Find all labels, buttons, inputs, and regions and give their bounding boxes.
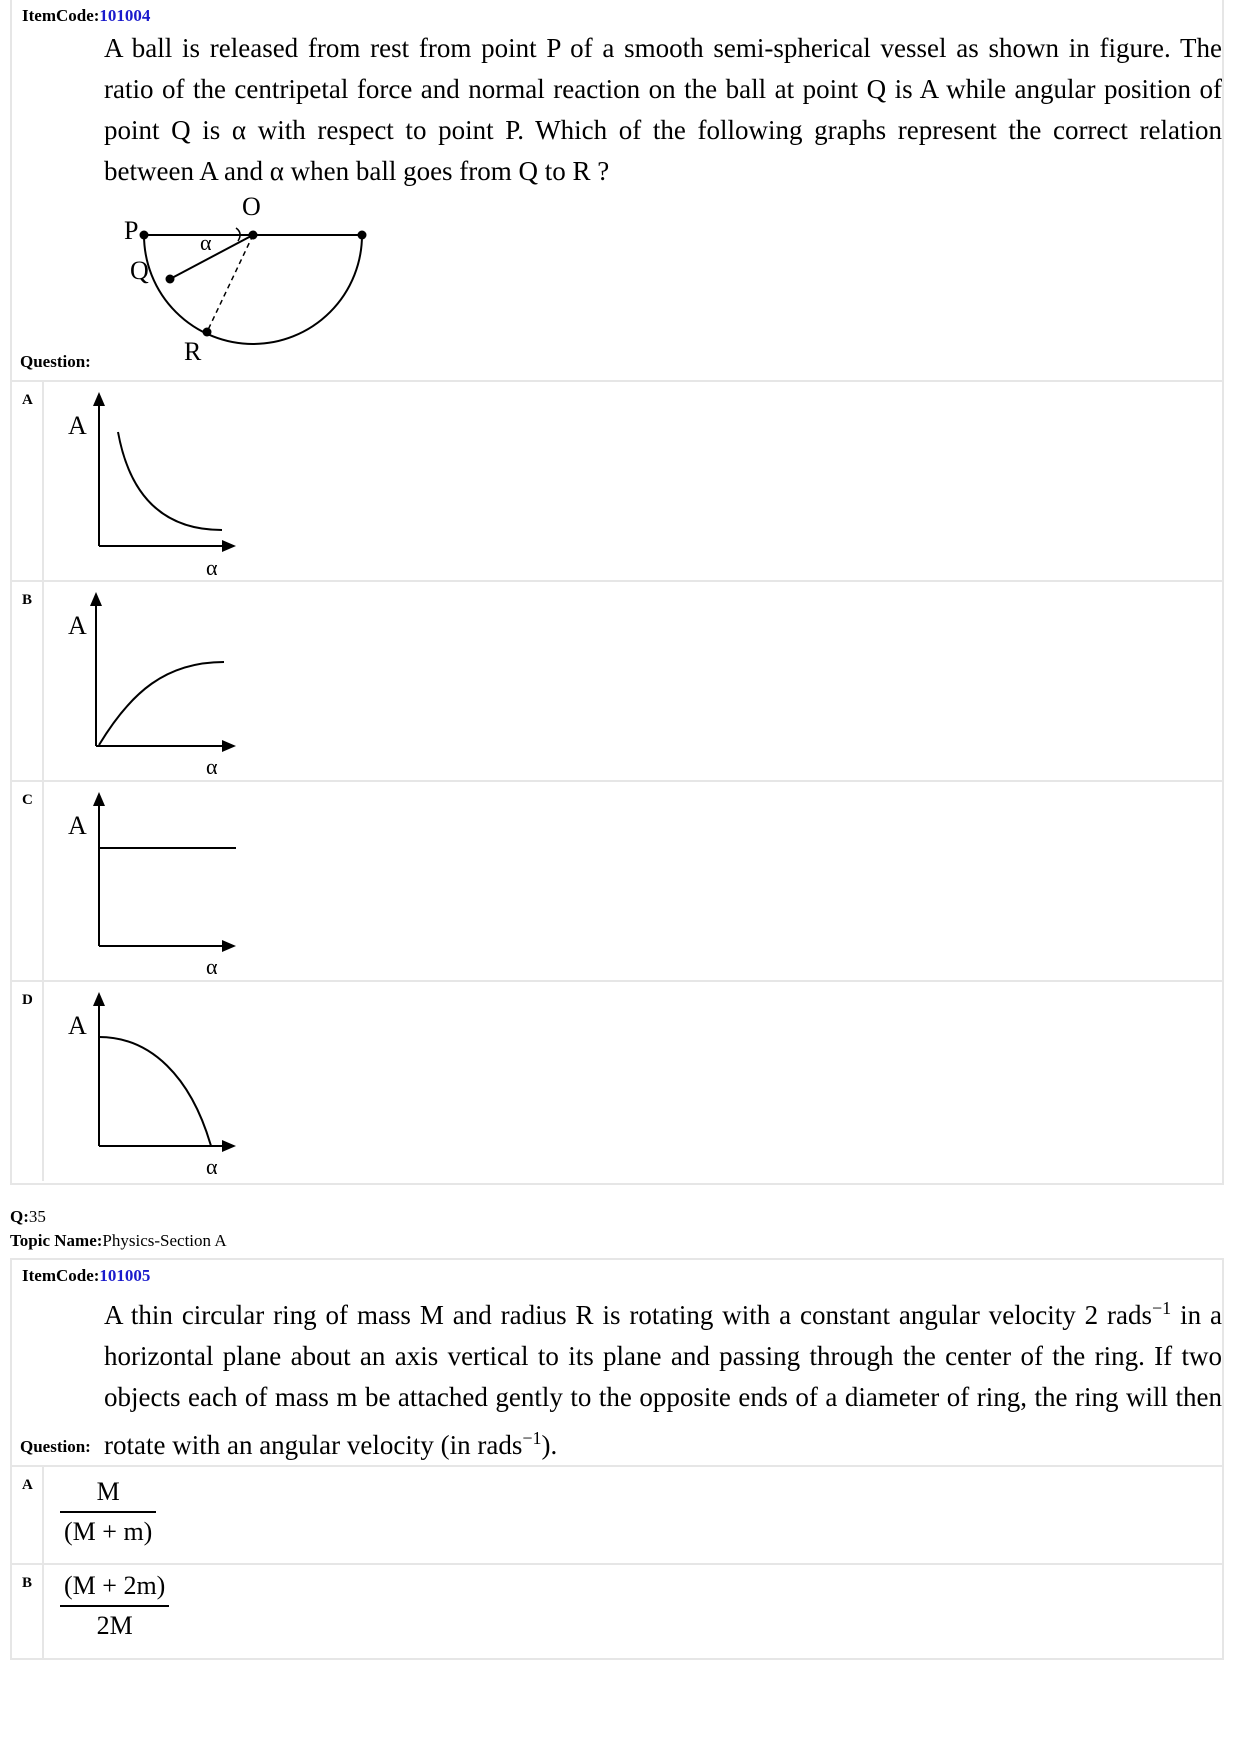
- curve-falling-arc: [99, 1037, 211, 1146]
- fraction: [60, 1477, 156, 1547]
- question-block-101004: [10, 0, 1224, 1185]
- question-label: Question:: [20, 352, 91, 371]
- y-axis-label: A: [68, 811, 87, 840]
- option-letter: B: [22, 1575, 33, 1591]
- question-text-part-3: ).: [541, 1430, 558, 1460]
- x-axis-label: α: [206, 555, 218, 580]
- y-axis-label: A: [68, 1011, 87, 1040]
- option-divider: [42, 382, 44, 580]
- question-text: A ball is released from rest from point P of a smooth semi-spherical vessel as shown in figure. The ratio of the centripetal force and normal reaction on the ball at point Q is A while angular position of point Q is α with respect to point P. Which of the following graphs represent the correct relation between A and α when ball goes from Q to R ?: [104, 33, 1222, 186]
- question-block-101005: [10, 1258, 1224, 1660]
- item-code: [22, 6, 150, 26]
- denominator: 2M: [96, 1611, 133, 1640]
- point-r: [203, 328, 212, 337]
- exponent-1: −1: [1152, 1298, 1172, 1318]
- question-number-value: 35: [28, 1207, 46, 1226]
- question-text: [104, 1288, 1222, 1466]
- item-code-label: ItemCode:: [22, 1266, 100, 1285]
- graph-option-d: [56, 982, 256, 1182]
- question-text-part-1: A thin circular ring of mass M and radius R is rotating with a constant angular velocity 2 rads: [104, 1300, 1153, 1330]
- denominator: (M + m): [64, 1517, 153, 1546]
- fraction-bar: [60, 1511, 156, 1513]
- fraction-bar: [60, 1605, 169, 1607]
- y-axis-label: A: [68, 411, 87, 440]
- item-code-value: 101005: [99, 1266, 151, 1285]
- label-o: O: [242, 195, 261, 221]
- x-arrow: [222, 940, 236, 952]
- option-letter: D: [22, 992, 33, 1008]
- item-code-label: ItemCode:: [22, 6, 100, 25]
- label-p: P: [124, 216, 139, 245]
- option-divider: [42, 1467, 44, 1563]
- x-axis-label: α: [206, 1154, 218, 1179]
- label-alpha: α: [200, 230, 212, 255]
- graph-option-b: [56, 582, 256, 782]
- option-letter: A: [22, 392, 33, 408]
- option-divider: [42, 782, 44, 980]
- option-divider: [42, 1565, 44, 1658]
- option-b[interactable]: [12, 1563, 1222, 1658]
- topic-name-value: Physics-Section A: [102, 1231, 227, 1250]
- option-a[interactable]: [12, 380, 1222, 580]
- point-p: [140, 231, 149, 240]
- question-label: Question:: [20, 1437, 91, 1456]
- item-code-value: 101004: [99, 6, 151, 25]
- label-r: R: [184, 337, 202, 366]
- question-number: [10, 1207, 46, 1227]
- point-o: [249, 231, 258, 240]
- exponent-2: −1: [522, 1428, 542, 1448]
- vessel-figure: [92, 195, 392, 375]
- topic-name-label: Topic Name:: [10, 1231, 103, 1250]
- x-axis-label: α: [206, 954, 218, 979]
- x-arrow: [222, 540, 236, 552]
- x-arrow: [222, 740, 236, 752]
- option-letter: B: [22, 592, 33, 608]
- y-arrow: [93, 392, 105, 406]
- numerator: M: [96, 1477, 120, 1506]
- option-b[interactable]: [12, 580, 1222, 780]
- y-arrow: [93, 992, 105, 1006]
- x-arrow: [222, 1140, 236, 1152]
- curve-increasing: [99, 662, 224, 745]
- point-right: [358, 231, 367, 240]
- option-a[interactable]: [12, 1465, 1222, 1563]
- y-arrow: [90, 592, 102, 606]
- vessel-arc: [144, 235, 362, 344]
- graph-option-a: [56, 382, 256, 582]
- y-arrow: [93, 792, 105, 806]
- curve-decreasing: [118, 432, 222, 530]
- option-letter: A: [22, 1477, 33, 1493]
- option-d[interactable]: [12, 980, 1222, 1181]
- option-letter: C: [22, 792, 33, 808]
- radius-or: [207, 235, 253, 332]
- question-text-part-2: in a horizontal plane about an axis vertical to its plane and passing through the center of the ring. If two objects each of mass m be attached gently to the opposite ends of a diameter of ring, the ring will then rotate with an angular velocity (in rads: [104, 1300, 1222, 1460]
- item-code: [22, 1266, 150, 1286]
- graph-option-c: [56, 782, 256, 982]
- point-q: [166, 275, 175, 284]
- x-axis-label: α: [206, 754, 218, 779]
- option-divider: [42, 982, 44, 1181]
- option-divider: [42, 582, 44, 780]
- y-axis-label: A: [68, 611, 87, 640]
- label-q: Q: [130, 256, 149, 285]
- numerator: (M + 2m): [64, 1571, 166, 1600]
- question-number-label: Q:: [10, 1207, 29, 1226]
- topic-name: [10, 1231, 227, 1251]
- option-c[interactable]: [12, 780, 1222, 980]
- fraction: [60, 1571, 169, 1641]
